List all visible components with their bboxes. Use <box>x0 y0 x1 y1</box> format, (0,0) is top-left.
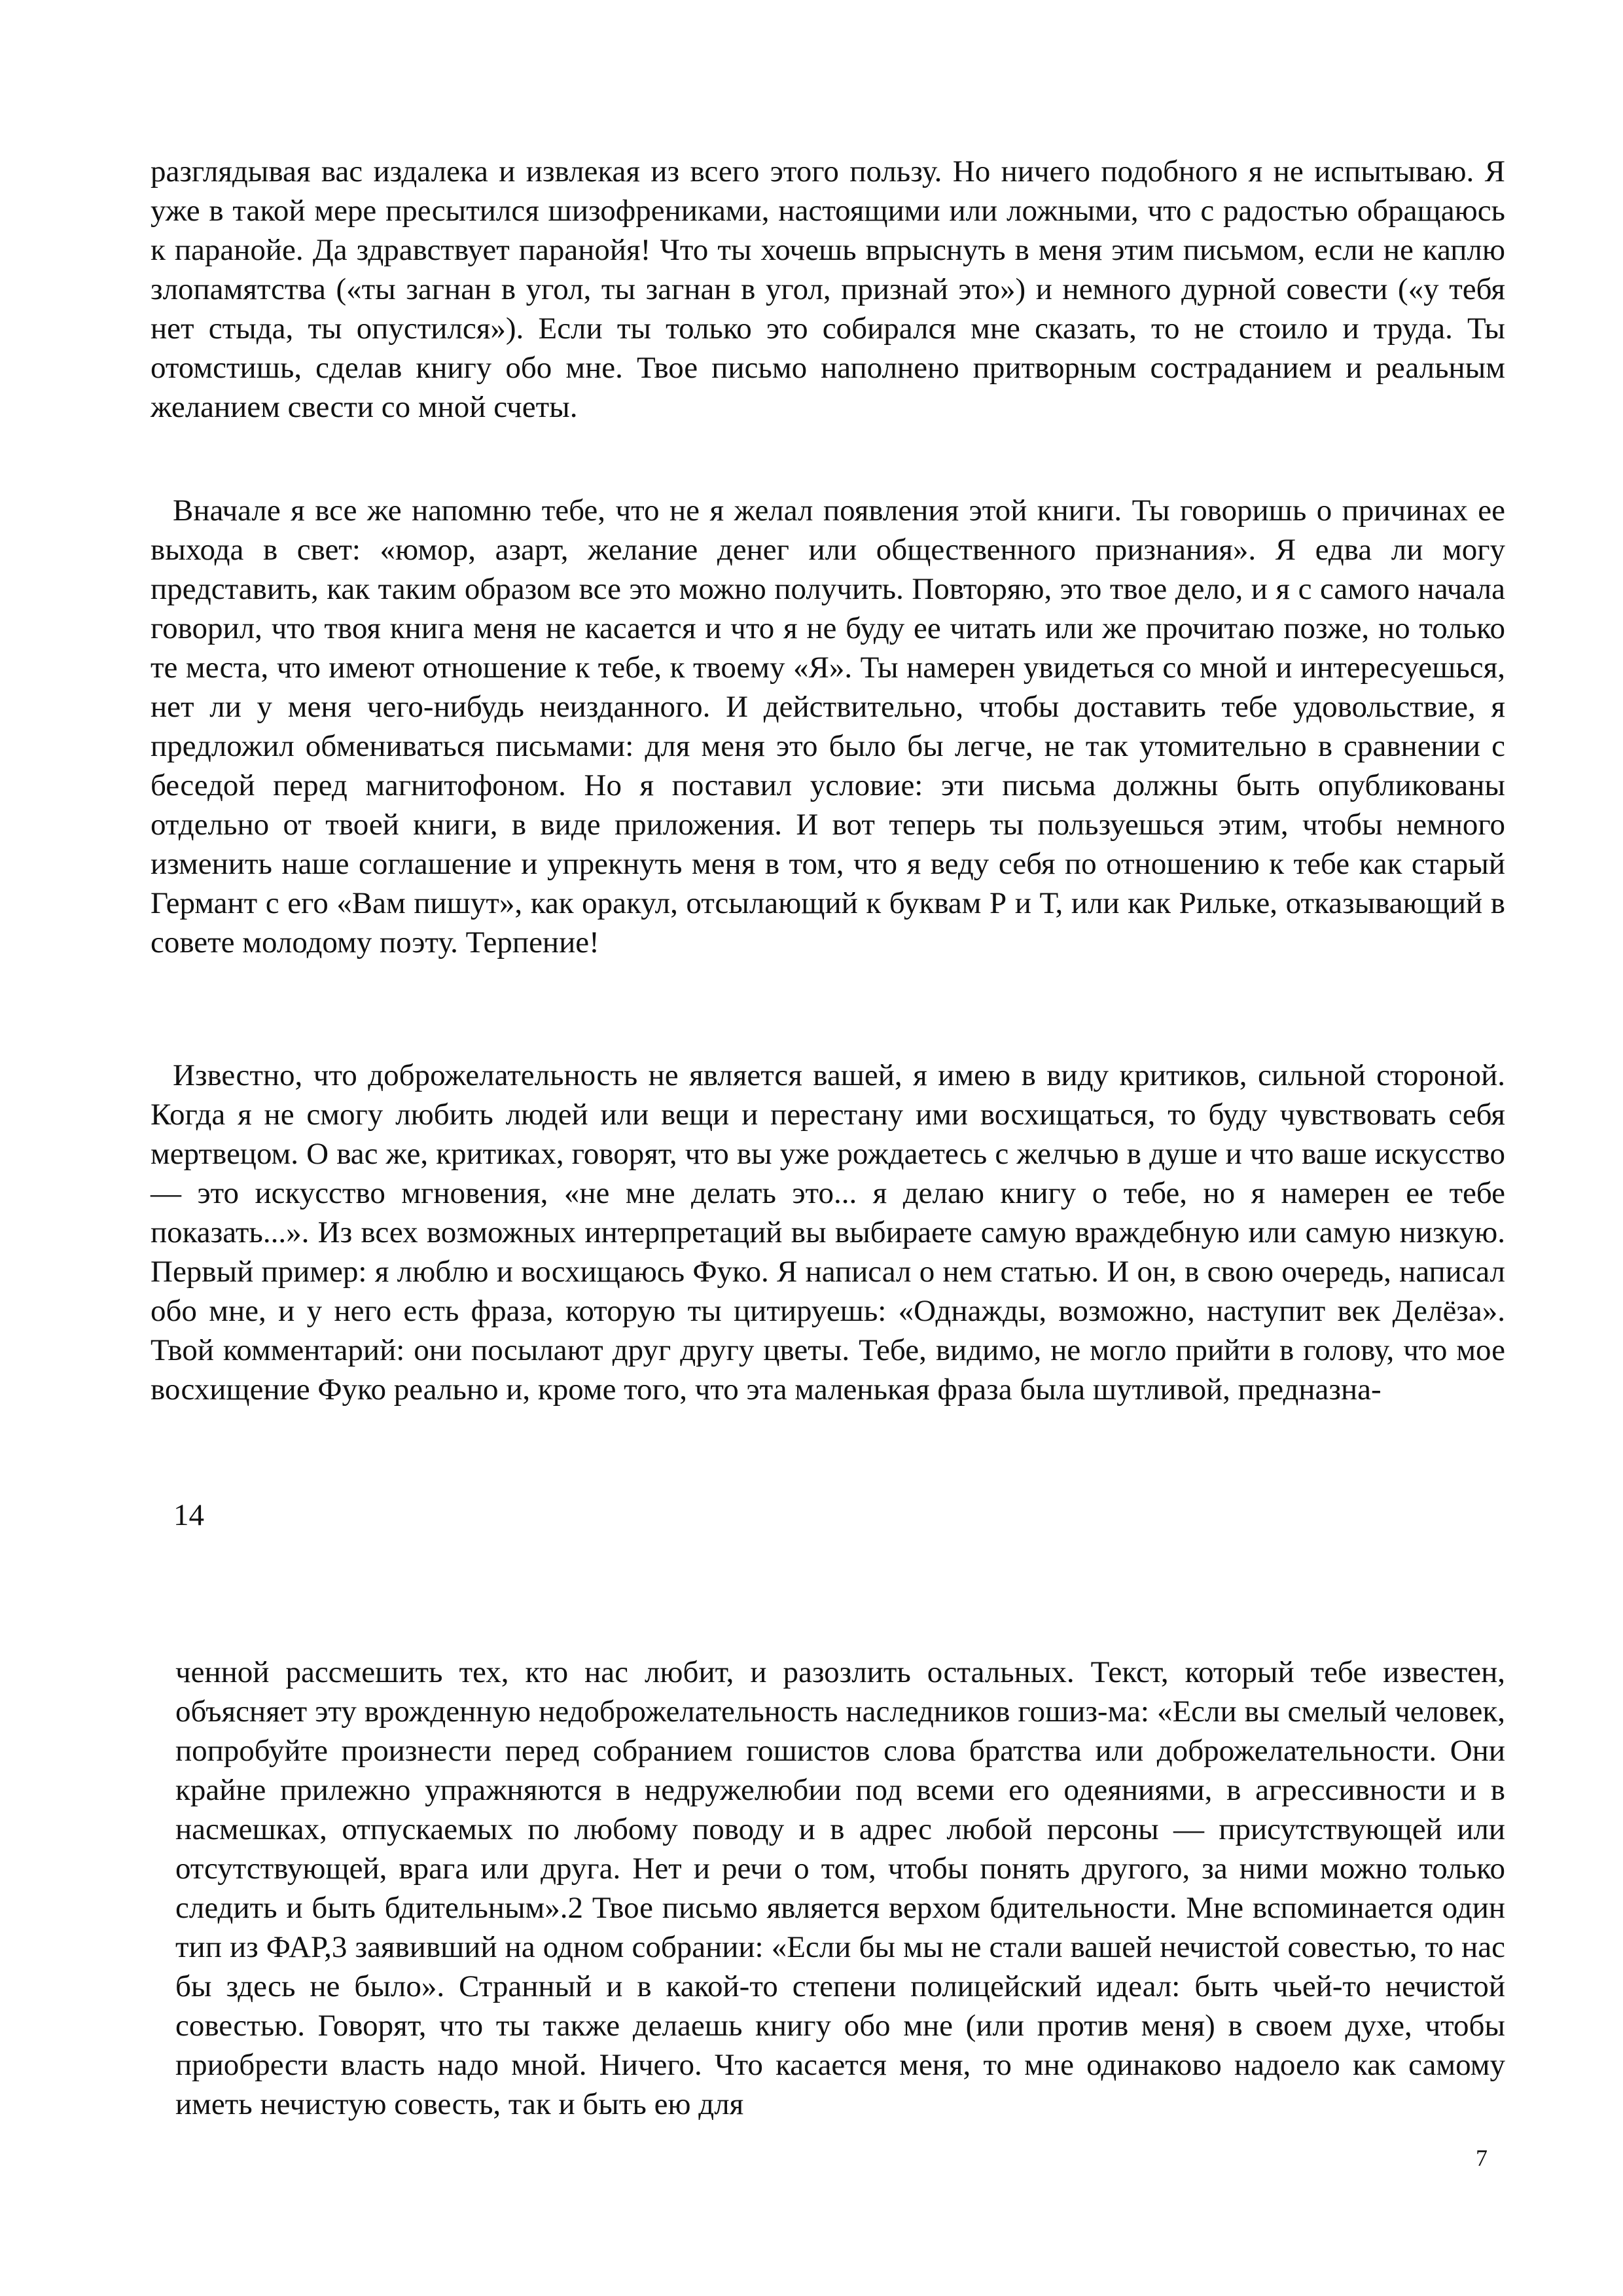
paragraph-1: разглядывая вас издалека и извлекая из всего этого пользу. Но ничего подобного я не испытываю. Я уже в такой мере пресытился шизофрениками, настоящими или ложными, что с радостью обращаюсь к паранойе. Да здравствует паранойя! Что ты хочешь впрыснуть в меня этим письмом, если не каплю злопамятства («ты загнан в угол, ты загнан в угол, признай это») и немного дурной совести («у тебя нет стыда, ты опустился»). Если ты только это собирался мне сказать, то не стоило и труда. Ты отомстишь, сделав книгу обо мне. Твое письмо наполнено притворным состраданием и реальным желанием свести со мной счеты. <box>151 154 1505 424</box>
paragraph-4: ченной рассмешить тех, кто нас любит, и разозлить остальных. Текст, который тебе известен, объясняет эту врожденную недоброжелательность наследников гошиз-ма: «Если вы смелый человек, попробуйте произнести перед собранием гошистов слова братства или доброжелательности. Они крайне прилежно упражняются в недружелюбии под всеми его одеяниями, в агрессивности и в насмешках, отпускаемых по любому поводу и в адрес любой персоны — присутствующей или отсутствующей, врага или друга. Нет и речи о том, чтобы понять другого, за ними можно только следить и быть бдительным».2 Твое письмо является верхом бдительности. Мне вспоминается один тип из ФАР,3 заявивший на одном собрании: «Если бы мы не стали вашей нечистой совестью, то нас бы здесь не было». Странный и в какой-то степени полицейский идеал: быть чьей-то нечистой совестью. Говорят, что ты также делаешь книгу обо мне (или против меня) в своем духе, чтобы приобрести власть надо мной. Ничего. Что касается меня, то мне одинаково надоело как самому иметь нечистую совесть, так и быть ею для <box>175 1655 1505 2121</box>
paragraph-2: Вначале я все же напомню тебе, что не я желал появления этой книги. Ты говоришь о причинах ее выхода в свет: «юмор, азарт, желание денег или общественного признания». Я едва ли могу представить, как таким образом все это можно получить. Повторяю, это твое дело, и я с самого начала говорил, что твоя книга меня не касается и что я не буду ее читать или же прочитаю позже, но только те места, что имеют отношение к тебе, к твоему «Я». Ты намерен увидеться со мной и интересуешься, нет ли у меня чего-нибудь неизданного. И действительно, чтобы доставить тебе удовольствие, я предложил обмениваться письмами: для меня это было бы легче, не так утомительно в сравнении с беседой перед магнитофоном. Но я поставил условие: эти письма должны быть опубликованы отдельно от твоей книги, в виде приложения. И вот теперь ты пользуешься этим, чтобы немного изменить наше соглашение и упрекнуть меня в том, что я веду себя по отношению к тебе как старый Германт с его «Вам пишут», как оракул, отсылающий к буквам Р и Т, или как Рильке, отказывающий в совете молодому поэту. Терпение! <box>151 493 1505 960</box>
inline-page-number: 14 <box>173 1498 204 1532</box>
paragraph-3: Известно, что доброжелательность не является вашей, я имею в виду критиков, сильной стороной. Когда я не смогу любить людей или вещи и перестану ими восхищаться, то буду чувствовать себя мертвецом. О вас же, критиках, говорят, что вы уже рождаетесь с желчью в душе и что ваше искусство — это искусство мгновения, «не мне делать это... я делаю книгу о тебе, но я намерен ее тебе показать...». Из всех возможных интерпретаций вы выбираете самую враждебную или самую низкую. Первый пример: я люблю и восхищаюсь Фуко. Я написал о нем статью. И он, в свою очередь, написал обо мне, и у него есть фраза, которую ты цитируешь: «Однажды, возможно, наступит век Делёза». Твой комментарий: они посылают друг другу цветы. Тебе, видимо, не могло прийти в голову, что мое восхищение Фуко реально и, кроме того, что эта маленькая фраза была шутливой, предназна- <box>151 1058 1505 1407</box>
footer-page-number: 7 <box>1476 2145 1488 2171</box>
